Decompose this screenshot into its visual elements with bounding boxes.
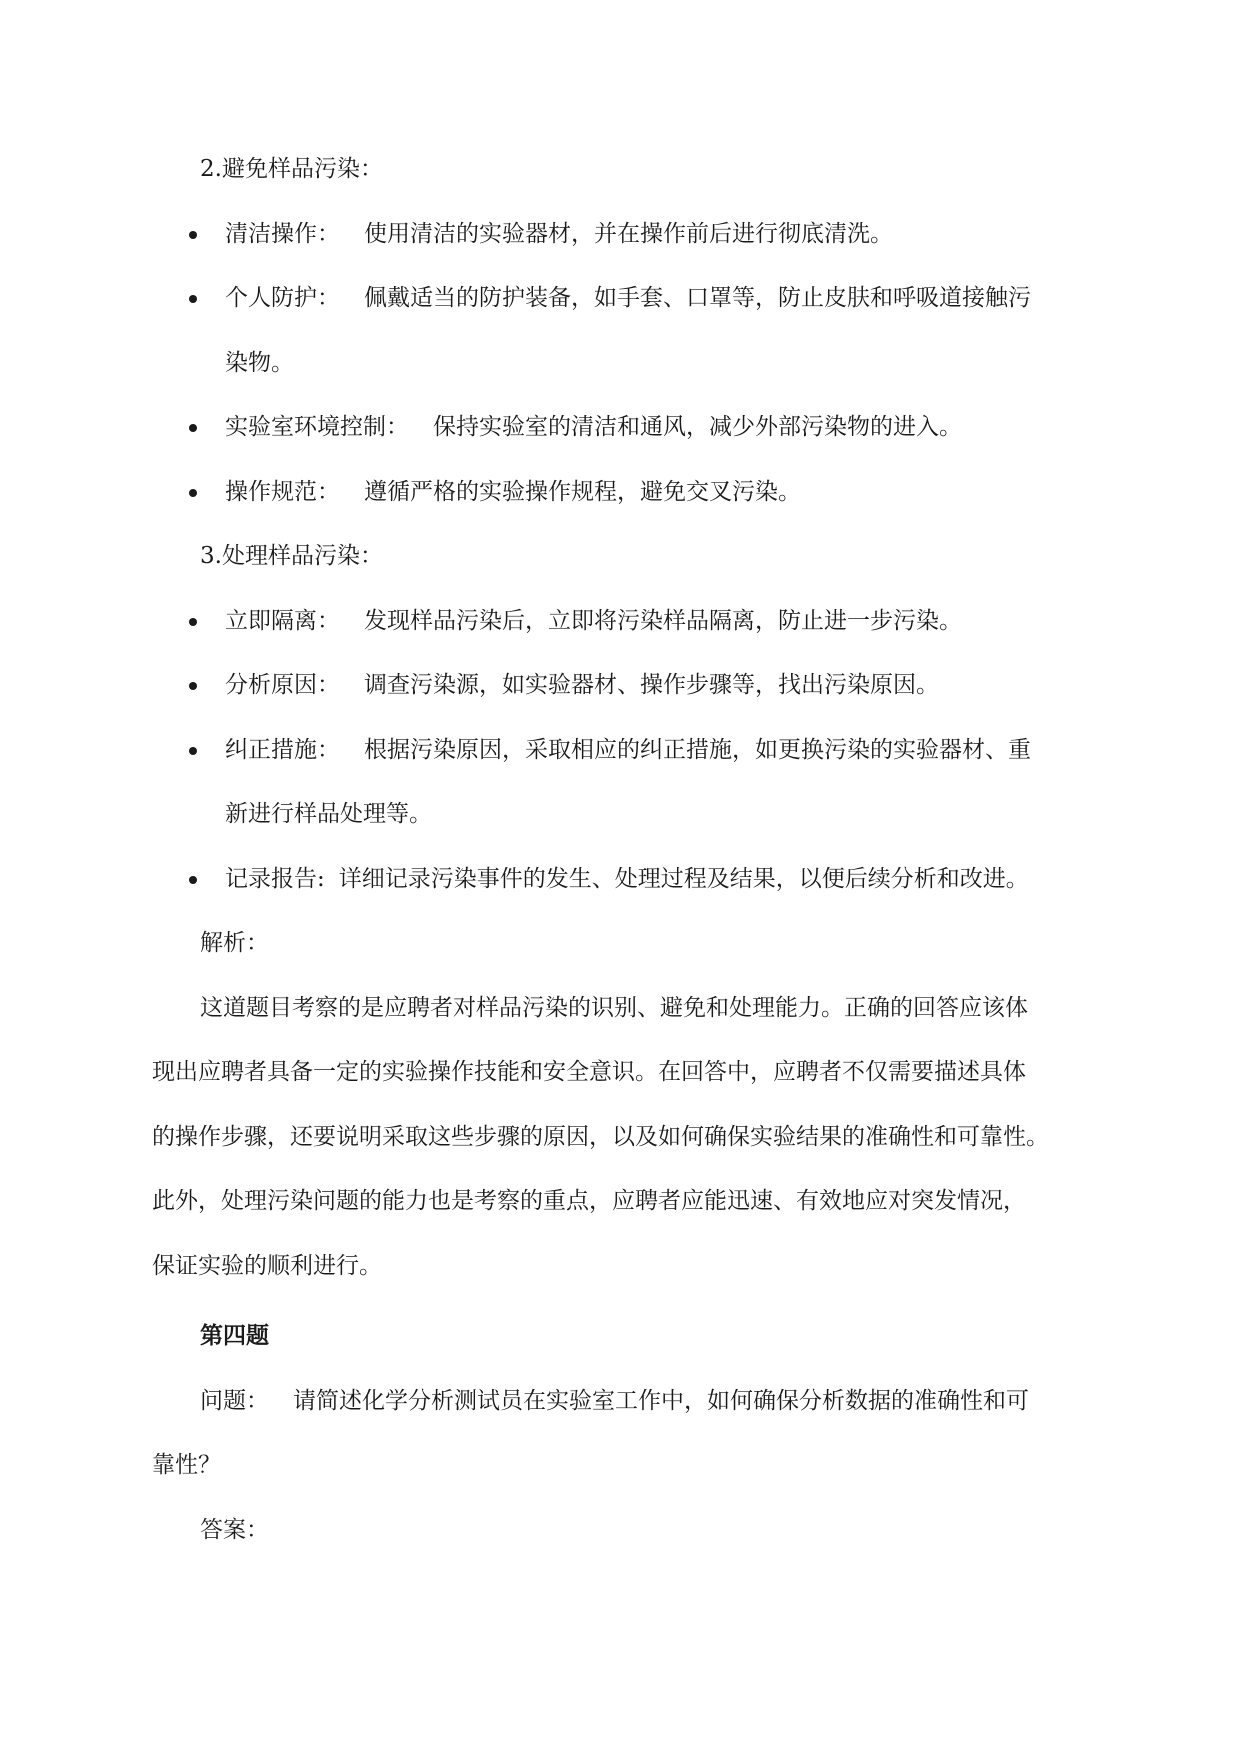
item-text: 详细记录污染事件的发生、处理过程及结果，以便后续分析和改进。 <box>338 865 1029 892</box>
list-item <box>152 718 1092 783</box>
bullet-icon <box>189 295 197 303</box>
list-item <box>152 266 1092 331</box>
item-label: 分析原因： <box>225 672 340 698</box>
document-content <box>152 137 1092 1562</box>
list-item <box>152 589 1092 654</box>
bullet-icon <box>189 618 197 626</box>
question-text: 请简述化学分析测试员在实验室工作中，如何确保分析数据的准确性和可 <box>293 1387 1029 1414</box>
analysis-line: 这道题目考察的是应聘者对样品污染的识别、避免和处理能力。正确的回答应该体 <box>200 994 1028 1021</box>
section-heading: 2.避免样品污染： <box>200 156 383 182</box>
question-line-continuation: 靠性？ <box>152 1452 221 1478</box>
bullet-icon <box>189 682 197 690</box>
item-label: 记录报告: <box>225 865 325 892</box>
section-heading: 3.处理样品污染： <box>200 543 383 569</box>
analysis-line: 保证实验的顺利进行。 <box>152 1252 382 1279</box>
question-title: 第四题 <box>200 1322 269 1349</box>
item-label: 操作规范： <box>225 478 340 505</box>
item-text: 根据污染原因，采取相应的纠正措施，如更换污染的实验器材、重 <box>364 736 1031 763</box>
item-text: 调查污染源，如实验器材、操作步骤等，找出污染原因。 <box>364 672 939 698</box>
list-item <box>152 202 1092 267</box>
list-item-continuation: 染物。 <box>225 349 294 376</box>
analysis-label: 解析： <box>200 930 269 956</box>
item-text: 遵循严格的实验操作规程，避免交叉污染。 <box>364 478 801 505</box>
item-text: 保持实验室的清洁和通风，减少外部污染物的进入。 <box>433 414 962 440</box>
item-label: 纠正措施： <box>225 736 340 763</box>
bullet-icon <box>189 231 197 239</box>
list-item <box>152 847 1092 912</box>
question-line <box>152 1369 1092 1434</box>
bullet-icon <box>189 489 197 497</box>
item-label: 实验室环境控制： <box>225 414 409 440</box>
item-label: 立即隔离： <box>225 607 340 634</box>
item-text: 使用清洁的实验器材，并在操作前后进行彻底清洗。 <box>364 220 893 247</box>
item-text: 佩戴适当的防护装备，如手套、口罩等，防止皮肤和呼吸道接触污 <box>364 285 1031 311</box>
item-label: 清洁操作： <box>225 220 340 247</box>
list-item <box>152 395 1092 460</box>
bullet-icon <box>189 876 197 884</box>
analysis-line: 的操作步骤，还要说明采取这些步骤的原因，以及如何确保实验结果的准确性和可靠性。 <box>152 1123 1049 1150</box>
question-label: 问题： <box>200 1387 269 1414</box>
list-item <box>152 460 1092 525</box>
item-text: 发现样品污染后，立即将污染样品隔离，防止进一步污染。 <box>364 607 962 634</box>
analysis-line: 此外，处理污染问题的能力也是考察的重点，应聘者应能迅速、有效地应对突发情况， <box>152 1188 1026 1214</box>
list-item-continuation: 新进行样品处理等。 <box>225 801 432 827</box>
bullet-icon <box>189 424 197 432</box>
item-label: 个人防护： <box>225 285 340 311</box>
bullet-icon <box>189 747 197 755</box>
analysis-line: 现出应聘者具备一定的实验操作技能和安全意识。在回答中，应聘者不仅需要描述具体 <box>152 1059 1026 1085</box>
answer-label: 答案： <box>200 1516 269 1543</box>
list-item <box>152 653 1092 718</box>
